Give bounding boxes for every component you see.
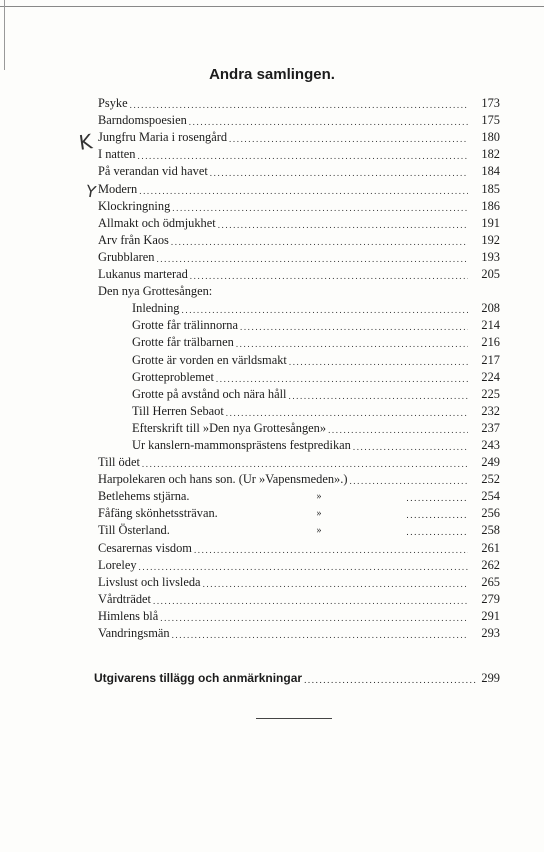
- ditto-mark: »: [316, 525, 322, 537]
- toc-subentry: [98, 317, 500, 334]
- page-number: 184: [481, 164, 500, 179]
- entry-title: Ur kanslern-mammonsprästens festpredikan: [132, 437, 351, 452]
- page-number: 180: [481, 130, 500, 145]
- entry-title: Till Herren Sebaot: [132, 403, 224, 418]
- dot-leader: [328, 423, 468, 437]
- toc-entry: [98, 129, 500, 146]
- toc-entry: [98, 112, 500, 129]
- page-number: 216: [481, 335, 500, 350]
- entry-title: Inledning: [132, 301, 180, 316]
- dot-leader: [190, 269, 468, 283]
- entry-title: Livslust och livsleda: [98, 574, 201, 589]
- appendix-title: Utgivarens tillägg och anmärkningar: [94, 671, 303, 685]
- page-number: 186: [481, 198, 500, 213]
- toc-entry: [98, 180, 500, 197]
- section-heading: Andra samlingen.: [209, 66, 335, 83]
- page-number: 279: [481, 591, 500, 606]
- toc-entry: [98, 574, 500, 591]
- page-number: 175: [481, 113, 500, 128]
- dot-leader: [171, 235, 468, 249]
- entry-title: På verandan vid havet: [98, 164, 208, 179]
- entry-title: Den nya Grottesången:: [98, 284, 213, 299]
- dot-leader: [226, 406, 468, 420]
- page-number: 299: [481, 671, 500, 685]
- page-number: 232: [481, 403, 500, 418]
- dot-leader: [349, 474, 468, 488]
- dot-leader: [326, 508, 468, 522]
- page-number: 252: [481, 472, 500, 487]
- page-number: 192: [481, 232, 500, 247]
- dot-leader: [139, 560, 468, 574]
- toc-entry: [98, 266, 500, 283]
- entry-title: Grotte får trälinnorna: [132, 318, 238, 333]
- entry-title: Cesarernas visdom: [98, 540, 192, 555]
- entry-title: Loreley: [98, 557, 137, 572]
- entry-title: Jungfru Maria i rosengård: [98, 130, 228, 145]
- page-number: 185: [481, 181, 500, 196]
- page-number: 225: [481, 386, 500, 401]
- dot-leader: [240, 320, 468, 334]
- entry-title: Lukanus marterad: [98, 267, 188, 282]
- toc-entry: [98, 95, 500, 112]
- toc-entry: [98, 625, 500, 642]
- dot-leader: [229, 132, 468, 146]
- page-number: 214: [481, 318, 500, 333]
- appendix-entry: [94, 670, 500, 687]
- page-number: 182: [481, 147, 500, 162]
- entry-title: Fåfäng skönhetssträvan.: [98, 506, 218, 521]
- table-of-contents: [98, 95, 500, 642]
- toc-group-heading: [98, 283, 500, 300]
- entry-title: Modern: [98, 181, 138, 196]
- dot-leader: [139, 184, 468, 198]
- toc-entry: [98, 163, 500, 180]
- entry-title: Allmakt och ödmjukhet: [98, 215, 216, 230]
- entry-title: Grotteproblemet: [132, 369, 214, 384]
- page-number: 208: [481, 301, 500, 316]
- entry-title: Harpolekaren och hans son. (Ur »Vapensmeden».): [98, 472, 348, 487]
- dot-leader: [203, 577, 468, 591]
- page-number: 217: [481, 352, 500, 367]
- entry-title: Himlens blå: [98, 608, 159, 623]
- toc-subentry: [98, 369, 500, 386]
- toc-entry: [98, 249, 500, 266]
- page-number: 224: [481, 369, 500, 384]
- scan-border: [0, 6, 544, 7]
- entry-title: Grotte får trälbarnen: [132, 335, 234, 350]
- page-number: 258: [481, 523, 500, 538]
- page-number: 254: [481, 489, 500, 504]
- ditto-mark: »: [316, 508, 322, 520]
- page-number: 191: [481, 215, 500, 230]
- page-number: 193: [481, 249, 500, 264]
- page-number: 291: [481, 608, 500, 623]
- dot-leader: [353, 440, 468, 454]
- entry-title: Betlehems stjärna.: [98, 489, 190, 504]
- toc-entry: [98, 591, 500, 608]
- page-number: 293: [481, 626, 500, 640]
- page-number: 256: [481, 506, 500, 521]
- entry-title: Klockringning: [98, 198, 171, 213]
- toc-subentry: [98, 334, 500, 351]
- dot-leader: [326, 491, 468, 505]
- entry-title: Till Österland.: [98, 523, 170, 538]
- ditto-mark: »: [316, 491, 322, 503]
- dot-leader: [304, 673, 477, 687]
- toc-subentry: [98, 351, 500, 368]
- page-number: 261: [481, 540, 500, 555]
- toc-entry: [98, 146, 500, 163]
- end-rule: [256, 718, 332, 719]
- entry-title: Vårdträdet: [98, 591, 151, 606]
- dot-leader: [326, 525, 468, 539]
- dot-leader: [182, 303, 469, 317]
- dot-leader: [172, 201, 468, 215]
- dot-leader: [236, 337, 468, 351]
- toc-entry: [98, 488, 500, 505]
- toc-entry: [98, 539, 500, 556]
- entry-title: Psyke: [98, 96, 128, 111]
- entry-title: Barndomspoesien: [98, 113, 187, 128]
- toc-subentry: [98, 437, 500, 454]
- toc-subentry: [98, 403, 500, 420]
- handwritten-mark-k: K: [77, 129, 94, 155]
- page-number: 243: [481, 437, 500, 452]
- page-number: 265: [481, 574, 500, 589]
- dot-leader: [288, 389, 468, 403]
- handwritten-mark-y: Y: [84, 181, 98, 202]
- dot-leader: [218, 218, 468, 232]
- dot-leader: [194, 543, 468, 557]
- entry-title: Grotte på avstånd och nära håll: [132, 386, 287, 401]
- dot-leader: [142, 457, 468, 471]
- toc-entry: [98, 454, 500, 471]
- toc-entry: [98, 557, 500, 574]
- entry-title: I natten: [98, 147, 136, 162]
- page-number: 173: [481, 96, 500, 111]
- dot-leader: [216, 372, 468, 386]
- scan-border-left: [4, 0, 5, 70]
- toc-subentry: [98, 300, 500, 317]
- dot-leader: [210, 166, 468, 180]
- toc-entry: [98, 232, 500, 249]
- toc-subentry: [98, 386, 500, 403]
- entry-title: Grotte är vorden en världsmakt: [132, 352, 287, 367]
- dot-leader: [289, 355, 468, 369]
- dot-leader: [156, 252, 468, 266]
- dot-leader: [130, 98, 468, 112]
- page-number: 262: [481, 557, 500, 572]
- toc-subentry: [98, 420, 500, 437]
- toc-entry: [98, 522, 500, 539]
- entry-title: Till ödet: [98, 455, 140, 470]
- toc-entry: [98, 505, 500, 522]
- toc-entry: [98, 471, 500, 488]
- page-number: 249: [481, 455, 500, 470]
- dot-leader: [172, 628, 468, 642]
- toc-entry: [98, 608, 500, 625]
- dot-leader: [160, 611, 468, 625]
- entry-title: Vandringsmän: [98, 626, 170, 640]
- dot-leader: [153, 594, 468, 608]
- page-number: 205: [481, 267, 500, 282]
- toc-entry: [98, 215, 500, 232]
- entry-title: Efterskrift till »Den nya Grottesången»: [132, 420, 327, 435]
- page-number: 237: [481, 420, 500, 435]
- dot-leader: [138, 149, 469, 163]
- dot-leader: [189, 115, 468, 129]
- entry-title: Grubblaren: [98, 249, 155, 264]
- entry-title: Arv från Kaos: [98, 232, 169, 247]
- toc-entry: [98, 198, 500, 215]
